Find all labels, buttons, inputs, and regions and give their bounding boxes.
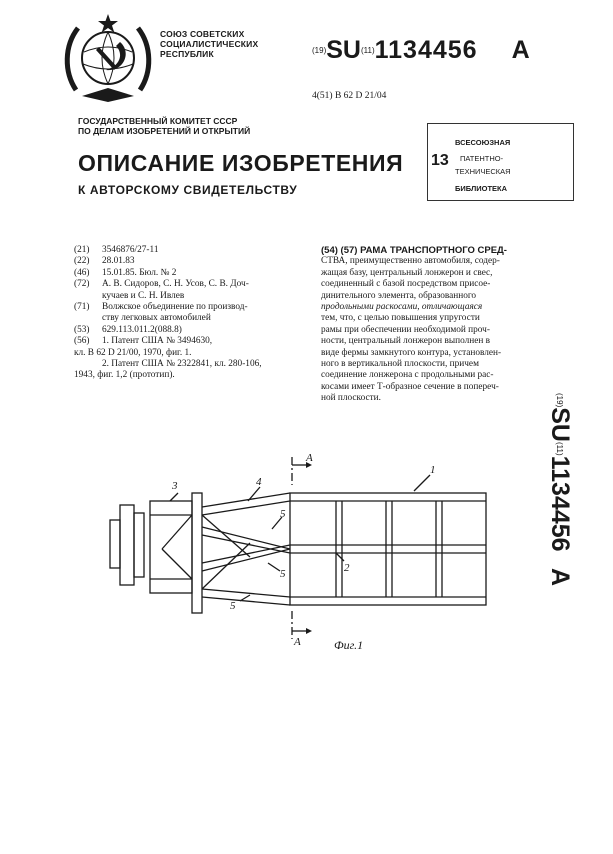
abstract-line: ности, центральный лонжерон выполнен в: [321, 336, 491, 347]
biblio-row: [74, 245, 322, 256]
biblio-code: (46): [74, 267, 90, 278]
biblio-text: 629.113.011.2(088.8): [102, 324, 182, 335]
end-plate: [134, 513, 144, 577]
stamp-line: БИБЛИОТЕКА: [455, 184, 508, 193]
biblio-continuation: ству легковых автомобилей: [102, 313, 211, 324]
country-code-label: (19): [312, 46, 327, 55]
kind-code: A: [511, 36, 530, 64]
abstract-line: ного в вертикальной плоскости, причем: [321, 359, 479, 370]
ussr-emblem-icon: [62, 12, 154, 104]
biblio-row: [74, 325, 322, 336]
country-code: SU: [546, 407, 574, 442]
section-label-top: A: [306, 452, 313, 464]
biblio-code: (21): [74, 245, 90, 255]
biblio-text: 15.01.85. Бюл. № 2: [102, 267, 177, 278]
biblio-code: (56): [74, 336, 90, 347]
committee-line: ГОСУДАРСТВЕННЫЙ КОМИТЕТ СССР: [78, 116, 238, 126]
bibliographic-data: [74, 245, 322, 382]
committee-name: [78, 116, 250, 136]
abstract-line: продольными раскосами, отличающаяся: [321, 302, 483, 313]
document-title: ОПИСАНИЕ ИЗОБРЕТЕНИЯ: [78, 150, 404, 176]
abstract-line: соединенный с базой посредством присое-: [321, 279, 491, 290]
abstract-line: соединение лонжерона с продольными рас-: [321, 370, 494, 381]
part-label-5b: 5: [280, 568, 286, 580]
abstract-line: косами имеет Т-образное сечение в попереч-: [321, 381, 499, 392]
abstract-line: жащая базу, центральный лонжерон и свес,: [321, 267, 493, 278]
country-name: [160, 29, 258, 59]
stamp-line: ПАТЕНТНО-: [460, 154, 504, 163]
abstract-heading: (54) (57) РАМА ТРАНСПОРТНОГО СРЕД-: [321, 245, 507, 256]
part-label-1: 1: [430, 464, 436, 476]
country-code-label: (19): [555, 393, 564, 408]
part-label-3: 3: [172, 480, 178, 492]
number-label: (11): [555, 441, 564, 456]
vertical-patent-number: [548, 393, 574, 663]
biblio-text: Волжское объединение по производ-: [102, 302, 248, 313]
biblio-code: (71): [74, 302, 90, 313]
end-plate: [120, 505, 134, 585]
patent-number: 1134456: [374, 36, 478, 64]
biblio-code: (53): [74, 324, 90, 335]
biblio-text: А. В. Сидоров, С. Н. Усов, С. В. Доч-: [102, 279, 249, 290]
abstract-line: ной плоскости.: [321, 393, 381, 404]
committee-line: ПО ДЕЛАМ ИЗОБРЕТЕНИЙ И ОТКРЫТИЙ: [78, 126, 251, 136]
country-line: СОЦИАЛИСТИЧЕСКИХ: [160, 39, 259, 49]
stamp-line: ТЕХНИЧЕСКАЯ: [455, 167, 511, 176]
stamp-number: 13: [431, 152, 449, 169]
biblio-continuation: кл. В 62 D 21/00, 1970, фиг. 1.: [74, 347, 192, 358]
biblio-row: [74, 279, 322, 290]
abstract: [321, 245, 549, 405]
abstract-line: рамы при обеспечении необходимой проч-: [321, 324, 490, 335]
part-label-2: 2: [344, 562, 350, 574]
document-subtitle: К АВТОРСКОМУ СВИДЕТЕЛЬСТВУ: [78, 183, 298, 197]
biblio-text: 3546876/27-11: [102, 245, 159, 255]
biblio-code: (72): [74, 279, 90, 290]
biblio-continuation: кучаев и С. Н. Ивлев: [102, 290, 185, 301]
country-line: РЕСПУБЛИК: [160, 49, 214, 59]
frame-drawing: [100, 445, 500, 660]
part-label-5a: 5: [280, 508, 286, 520]
biblio-text: 2. Патент США № 2322841, кл. 280-106,: [102, 359, 262, 370]
biblio-row: [74, 256, 322, 267]
kind-code: A: [546, 567, 574, 586]
biblio-row: [74, 336, 322, 347]
ipc-classification: [312, 91, 386, 101]
part-label-5c: 5: [230, 600, 236, 612]
country-code: SU: [326, 36, 361, 64]
biblio-row: [74, 302, 322, 313]
abstract-line: СТВА, преимущественно автомобиля, содер-: [321, 256, 500, 267]
transverse-beam: [192, 493, 202, 613]
section-label-bottom: A: [294, 636, 301, 648]
end-plate: [110, 520, 120, 568]
abstract-line: тем, что, с целью повышения упругости: [321, 313, 480, 324]
biblio-text: 1. Патент США № 3494630,: [102, 336, 213, 347]
figure-caption: Фиг.1: [334, 638, 364, 652]
biblio-text: 28.01.83: [102, 256, 135, 267]
patent-number-header: [312, 36, 530, 65]
abstract-line: виде фермы замкнутого контура, установлен-: [321, 347, 502, 358]
number-label: (11): [360, 46, 375, 55]
part-label-4: 4: [256, 476, 262, 488]
main-frame: [290, 493, 486, 605]
country-line: СОЮЗ СОВЕТСКИХ: [160, 29, 245, 39]
stamp-line: ВСЕСОЮЗНАЯ: [455, 138, 511, 147]
biblio-row: [74, 268, 322, 279]
abstract-line: динительного элемента, образованного: [321, 290, 477, 301]
biblio-code: (22): [74, 256, 90, 267]
ipc-code: B 62 D 21/04: [334, 91, 387, 101]
ipc-label: 4(51): [312, 91, 333, 101]
biblio-continuation: 1943, фиг. 1,2 (прототип).: [74, 370, 175, 381]
patent-number: 1134456: [546, 455, 574, 552]
